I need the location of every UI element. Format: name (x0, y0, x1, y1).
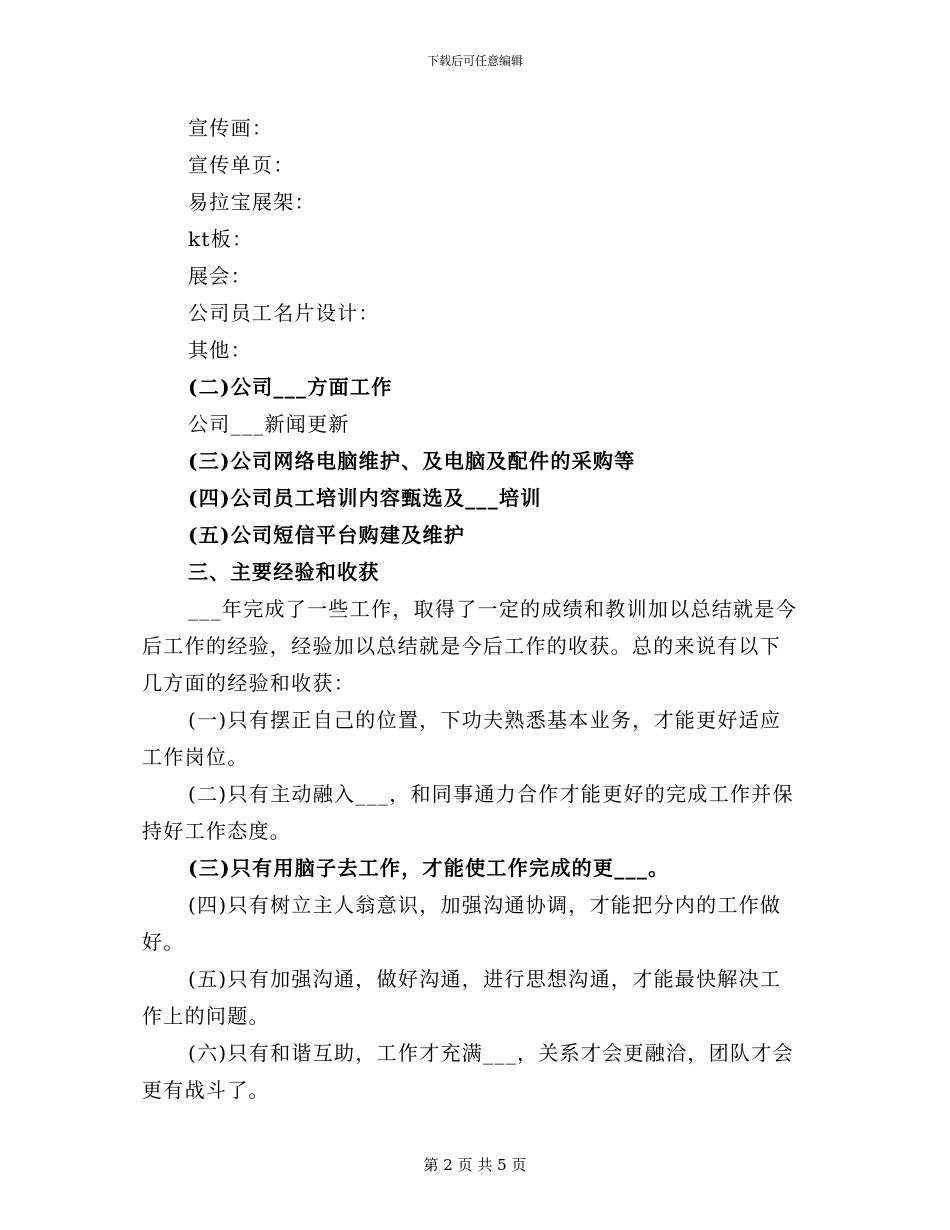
item-promo-flyer: 宣传单页： (188, 153, 295, 177)
item-rollup-stand: 易拉宝展架： (188, 190, 316, 214)
paragraph-line: 好。 (142, 930, 185, 954)
item-business-card-design: 公司员工名片设计： (188, 301, 380, 325)
paragraph-line: 工作岗位。 (142, 745, 249, 769)
section-heading-4: (四)公司员工培训内容甄选及___培训 (188, 486, 542, 510)
item-exhibition: 展会： (188, 264, 252, 288)
paragraph-line: (四)只有树立主人翁意识，加强沟通协调，才能把分内的工作做 (188, 893, 782, 917)
section-heading-5: (五)公司短信平台购建及维护 (188, 523, 466, 547)
page-footer: 第 2 页 共 5 页 (423, 1156, 527, 1174)
paragraph-line: ___年完成了一些工作，取得了一定的成绩和教训加以总结就是今 (188, 597, 797, 621)
section-heading-2: (二)公司___方面工作 (188, 375, 393, 399)
item-kt-board: kt板： (188, 227, 254, 251)
item-promo-painting: 宣传画： (188, 116, 274, 140)
paragraph-line: (一)只有摆正自己的位置，下功夫熟悉基本业务，才能更好适应 (188, 708, 782, 732)
paragraph-line: 几方面的经验和收获： (142, 671, 355, 695)
page-header: 下载后可任意编辑 (426, 54, 523, 68)
paragraph-line: (六)只有和谐互助，工作才充满___，关系才会更融洽，团队才会 (188, 1041, 794, 1065)
paragraph-line: (二)只有主动融入___，和同事通力合作才能更好的完成工作并保 (188, 782, 794, 806)
section-heading-3: (三)公司网络电脑维护、及电脑及配件的采购等 (188, 449, 636, 473)
item-other: 其他： (188, 338, 252, 362)
paragraph-line-bold: (三)只有用脑子去工作，才能使工作完成的更___。 (188, 856, 670, 880)
paragraph-line: (五)只有加强沟通，做好沟通，进行思想沟通，才能最快解决工 (188, 967, 782, 991)
paragraph-line: 作上的问题。 (142, 1004, 270, 1028)
item-news-update: 公司___新闻更新 (188, 412, 350, 436)
paragraph-line: 后工作的经验，经验加以总结就是今后工作的收获。总的来说有以下 (142, 634, 781, 658)
chapter-heading-experience: 三、主要经验和收获 (188, 560, 380, 584)
paragraph-line: 更有战斗了。 (142, 1078, 270, 1102)
paragraph-line: 持好工作态度。 (142, 819, 292, 843)
document-body (142, 110, 808, 1109)
